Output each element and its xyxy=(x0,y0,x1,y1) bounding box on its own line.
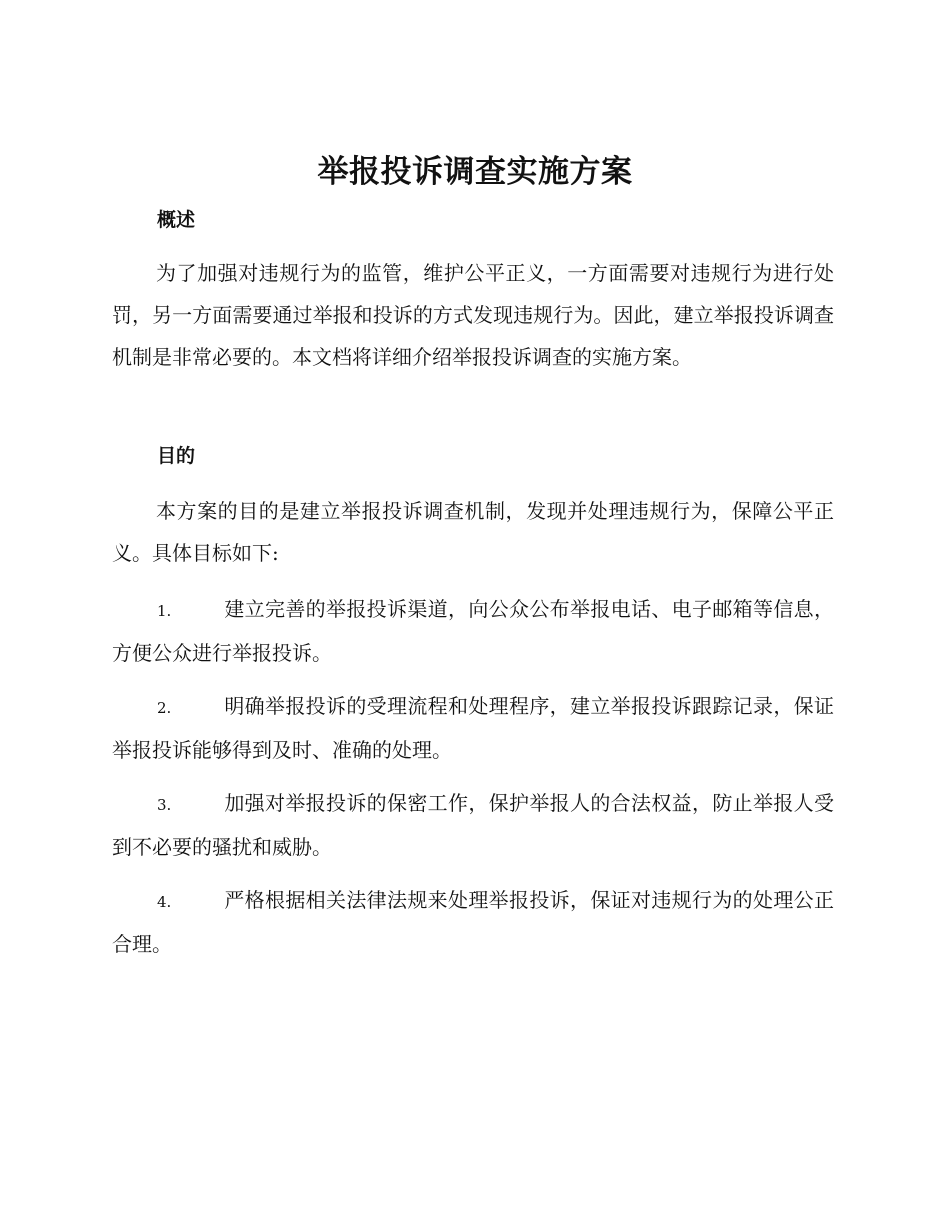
list-item-number: 4. xyxy=(157,893,172,911)
list-item-text: 加强对举报投诉的保密工作，保护举报人的合法权益，防止举报人受到不必要的骚扰和威胁。 xyxy=(112,791,834,859)
overview-paragraph: 为了加强对违规行为的监管，维护公平正义，一方面需要对违规行为进行处罚，另一方面需要通过举报和投诉的方式发现违规行为。因此，建立举报投诉调查机制是非常必要的。本文档将详细介绍举报投诉调查的实施方案。 xyxy=(112,261,834,369)
list-item xyxy=(112,782,834,868)
list-item xyxy=(112,685,834,771)
list-item-text: 建立完善的举报投诉渠道，向公众公布举报电话、电子邮箱等信息，方便公众进行举报投诉。 xyxy=(112,597,834,665)
list-item xyxy=(112,879,834,965)
section-heading-overview: 概述 xyxy=(157,209,196,231)
list-item-number: 2. xyxy=(157,699,172,717)
purpose-paragraph: 本方案的目的是建立举报投诉调查机制，发现并处理违规行为，保障公平正义。具体目标如下: xyxy=(112,499,834,565)
list-item-number: 3. xyxy=(157,796,172,814)
section-heading-purpose: 目的 xyxy=(157,445,196,467)
list-item-text: 严格根据相关法律法规来处理举报投诉，保证对违规行为的处理公正合理。 xyxy=(112,888,834,956)
document-title: 举报投诉调查实施方案 xyxy=(317,154,633,190)
list-item xyxy=(112,588,834,674)
list-item-number: 1. xyxy=(157,602,172,620)
list-item-text: 明确举报投诉的受理流程和处理程序，建立举报投诉跟踪记录，保证举报投诉能够得到及时、准确的处理。 xyxy=(112,694,834,762)
